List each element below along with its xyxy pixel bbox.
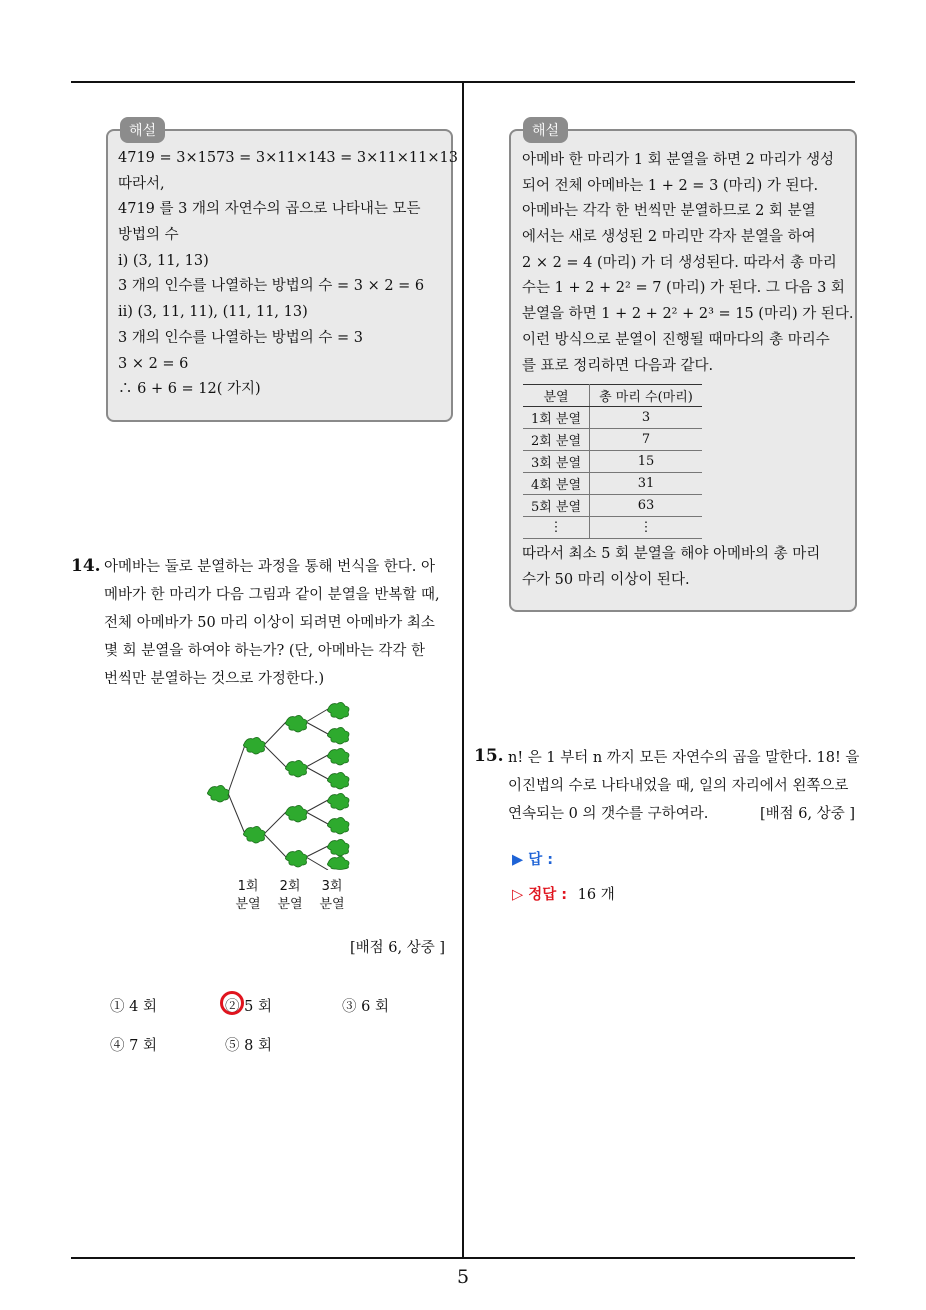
amoeba-icon [327, 702, 349, 719]
solution-line: 4719 를 3 개의 자연수의 곱으로 나타내는 모든 [118, 201, 421, 218]
question-line: 연속되는 0 의 갯수를 구하여라. [508, 806, 709, 822]
division-step-label [272, 878, 308, 914]
amoeba-icon [285, 805, 307, 822]
amoeba-icon [243, 737, 265, 754]
step-label-bottom: 분열 [277, 897, 303, 912]
correct-answer-label: ▷ 정답 : [512, 887, 568, 903]
choice-3[interactable]: ③ 6 회 [342, 999, 389, 1015]
amoeba-icon [285, 760, 307, 777]
step-label-top: 3회 [321, 879, 343, 894]
answer-label: ▶ 답 : [512, 852, 554, 868]
solution-tag: 해설 [523, 117, 568, 143]
division-table [523, 384, 702, 539]
table-cell: 4회 분열 [523, 473, 590, 495]
step-label-top: 2회 [279, 879, 301, 894]
table-cell: 2회 분열 [523, 429, 590, 451]
column-divider [462, 82, 464, 1258]
q15-score: [배점 6, 상중 ] [760, 806, 856, 822]
q14-number: 14. [71, 556, 101, 576]
solution-line: 수는 1 + 2 + 2² = 7 (마리) 가 된다. 그 다음 3 회 [522, 280, 845, 297]
choice-2[interactable]: ② 5 회 [225, 999, 272, 1015]
solution-line: 3 × 2 = 6 [118, 355, 189, 372]
solution-line: 수가 50 마리 이상이 된다. [522, 571, 690, 588]
selected-answer-circle [220, 991, 244, 1015]
solution-line: 3 개의 인수를 나열하는 방법의 수 = 3 [118, 329, 363, 346]
right-solution-conclusion [522, 542, 820, 593]
table-row [523, 495, 702, 517]
step-label-bottom: 분열 [319, 897, 345, 912]
table-header: 분열 [523, 385, 590, 407]
table-header: 총 마리 수(마리) [590, 385, 703, 407]
question-line: 이진법의 수로 나타내었을 때, 일의 자리에서 왼쪽으로 [508, 778, 849, 794]
table-row [523, 517, 702, 539]
solution-line: 분열을 하면 1 + 2 + 2² + 2³ = 15 (마리) 가 된다. [522, 306, 854, 323]
table-cell: 3회 분열 [523, 451, 590, 473]
solution-line: 에서는 새로 생성된 2 마리만 각자 분열을 하여 [522, 229, 816, 246]
q14-score: [배점 6, 상중 ] [350, 940, 446, 956]
solution-line: 4719 = 3×1573 = 3×11×143 = 3×11×11×13 [118, 150, 458, 166]
q15-number: 15. [474, 746, 504, 766]
question-line: 번씩만 분열하는 것으로 가정한다.) [104, 671, 325, 687]
correct-answer-row [512, 883, 615, 904]
question-line: n! 은 1 부터 n 까지 모든 자연수의 곱을 말한다. 18! 을 [508, 750, 860, 766]
question-line: 메바가 한 마리가 다음 그림과 같이 분열을 반복할 때, [104, 587, 440, 603]
table-row [523, 407, 702, 429]
question-line: 몇 회 분열을 하여야 하는가? (단, 아메바는 각각 한 [104, 643, 426, 659]
solution-line: ∴ 6 + 6 = 12( 가지) [118, 381, 261, 398]
amoeba-icon [285, 715, 307, 732]
solution-line: 되어 전체 아메바는 1 + 2 = 3 (마리) 가 된다. [522, 177, 819, 194]
table-cell: 3 [590, 407, 703, 429]
solution-line: ⅰ) (3, 11, 13) [118, 252, 209, 269]
table-cell: 5회 분열 [523, 495, 590, 517]
amoeba-icon [207, 785, 229, 802]
amoeba-icon [285, 850, 307, 867]
division-step-label [230, 878, 266, 914]
page-number: 5 [457, 1266, 470, 1288]
table-cell: 31 [590, 473, 703, 495]
division-step-label [314, 878, 350, 914]
solution-line: 아메바는 각각 한 번씩만 분열하므로 2 회 분열 [522, 203, 816, 220]
solution-line: 따라서 최소 5 회 분열을 해야 아메바의 총 마리 [522, 546, 821, 562]
left-solution-text [118, 146, 458, 403]
table-cell: 7 [590, 429, 703, 451]
amoebas [207, 702, 349, 869]
choice-1[interactable]: ① 4 회 [110, 999, 157, 1015]
bottom-rule [71, 1257, 855, 1259]
question-line: 전체 아메바가 50 마리 이상이 되려면 아메바가 최소 [104, 615, 435, 631]
solution-line: 이런 방식으로 분열이 진행될 때마다의 총 마리수 [522, 331, 830, 348]
solution-line: 아메바 한 마리가 1 회 분열을 하면 2 마리가 생성 [522, 152, 835, 168]
table-row [523, 429, 702, 451]
amoeba-icon [243, 826, 265, 843]
solution-line: 따라서, [118, 175, 165, 192]
solution-line: ⅱ) (3, 11, 11), (11, 11, 13) [118, 304, 308, 321]
amoeba-division-figure [200, 700, 370, 870]
step-label-top: 1회 [237, 879, 259, 894]
answer-row [512, 848, 553, 869]
amoeba-icon [327, 839, 349, 856]
table-cell: 15 [590, 451, 703, 473]
table-cell: 63 [590, 495, 703, 517]
table-cell: ⋮ [523, 517, 590, 539]
left-solution-box [106, 123, 458, 422]
amoeba-icon [327, 748, 349, 765]
table-row [523, 473, 702, 495]
choice-5[interactable]: ⑤ 8 회 [225, 1038, 272, 1054]
solution-line: 2 × 2 = 4 (마리) 가 더 생성된다. 따라서 총 마리 [522, 254, 837, 271]
choice-4[interactable]: ④ 7 회 [110, 1038, 157, 1054]
step-label-bottom: 분열 [235, 897, 261, 912]
solution-line: 3 개의 인수를 나열하는 방법의 수 = 3 × 2 = 6 [118, 278, 425, 295]
tree-lines [228, 709, 328, 870]
amoeba-icon [327, 856, 349, 869]
correct-answer-value: 16 개 [577, 887, 615, 903]
solution-line: 를 표로 정리하면 다음과 같다. [522, 357, 714, 374]
table-cell: 1회 분열 [523, 407, 590, 429]
table-row [523, 451, 702, 473]
solution-tag: 해설 [120, 117, 165, 143]
amoeba-icon [327, 793, 349, 810]
solution-line: 방법의 수 [118, 227, 179, 244]
table-cell: ⋮ [590, 517, 703, 539]
amoeba-icon [327, 772, 349, 789]
amoeba-icon [327, 727, 349, 744]
q14-text [104, 553, 440, 693]
right-solution-box [509, 123, 857, 612]
question-line: 아메바는 둘로 분열하는 과정을 통해 번식을 한다. 아 [104, 559, 436, 575]
right-solution-text [522, 148, 854, 379]
amoeba-icon [327, 817, 349, 834]
